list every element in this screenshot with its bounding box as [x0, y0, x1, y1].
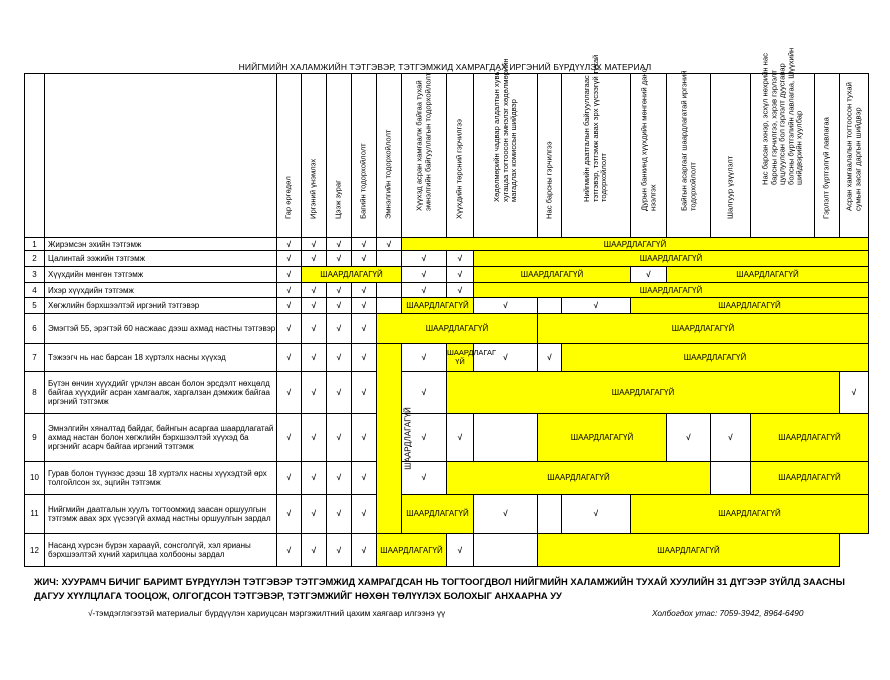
check-mark: √	[302, 494, 327, 533]
check-mark: √	[352, 414, 377, 462]
check-mark: √	[277, 534, 302, 567]
check-mark: √	[447, 414, 474, 462]
check-mark: √	[302, 461, 327, 494]
column-header-label: Нийгмийн даатгалын байгууллагаас тэтгэвэр, тэтгэмж авах эрх үүсээгүй тухай тодорхойлолт	[582, 54, 609, 203]
footer-instruction: √-тэмдэглэгээтэй материалыг бүрдүүлэн хариуцсан мэргэжилтний цахим хаягаар илгээнэ үү	[88, 608, 446, 618]
column-header	[538, 74, 562, 238]
check-mark: √	[277, 494, 302, 533]
table-row	[25, 461, 869, 494]
check-mark: √	[402, 371, 447, 414]
not-required-cell: ШААРДЛАГАГҮЙ	[474, 267, 631, 283]
check-mark: √	[447, 267, 474, 283]
check-mark: √	[277, 314, 302, 344]
check-mark: √	[352, 371, 377, 414]
column-header-label: Гар өргөдөл	[283, 176, 293, 220]
row-benefit-name: Эмнэлгийн хяналтад байдаг, байнгын асаргаа шаардлагатай ахмад настан болон хөгжлийн бэрхшээлтэй хүүхэд ба иргэнийг асарч байгаа иргэний тэтгэмж	[45, 414, 277, 462]
check-mark: √	[402, 283, 447, 298]
row-benefit-name: Хөгжлийн бэрхшээлтэй иргэний тэтгэвэр	[45, 298, 277, 314]
row-number: 6	[25, 314, 45, 344]
not-required-cell: ШААРДЛАГАГҮЙ	[377, 314, 538, 344]
check-mark: √	[402, 414, 447, 462]
row-number: 5	[25, 298, 45, 314]
not-required-cell: ШААРДЛАГАГҮЙ	[377, 534, 447, 567]
row-number: 2	[25, 251, 45, 267]
check-mark: √	[327, 343, 352, 371]
check-mark: √	[302, 534, 327, 567]
check-mark: √	[327, 237, 352, 251]
check-mark: √	[562, 298, 631, 314]
check-mark: √	[352, 461, 377, 494]
empty-cell	[377, 298, 402, 314]
row-number: 11	[25, 494, 45, 533]
check-mark: √	[327, 314, 352, 344]
check-mark: √	[302, 298, 327, 314]
header-name-cell	[45, 74, 277, 238]
column-header-label: Хөдөлмөрийн чадвар алдалтын хувь, хугацаа тогтоосон эмнэлэг хөдөлмөрийн магадлах комиссын шийдвэр	[491, 58, 518, 203]
header-num-cell	[25, 74, 45, 238]
column-header-label: Дурын банкинд хүүхдийн мөнгөний данс нээлгэх	[638, 68, 657, 211]
column-header	[474, 58, 538, 238]
not-required-cell: ШААРДЛАГАГҮЙ	[538, 314, 869, 344]
column-header	[277, 74, 302, 238]
table-row	[25, 267, 869, 283]
check-mark: √	[277, 371, 302, 414]
row-number: 9	[25, 414, 45, 462]
empty-cell	[474, 534, 538, 567]
not-required-cell: ШААРДЛАГАГҮЙ	[447, 371, 840, 414]
row-benefit-name: Бүтэн өнчин хүүхдийг үрчлэн авсан болон эрсдэлт нөхцөлд байгаа хүүхдийг асран хамгаалж, харгалзан дэмжиж байгаа иргэний тэтгэмж	[45, 371, 277, 414]
table-row	[25, 534, 869, 567]
column-header-label: Хүүхдийн төрсний гэрчилгээ	[454, 119, 464, 220]
check-mark: √	[402, 267, 447, 283]
not-required-vertical-cell	[377, 343, 413, 533]
column-header-label: Хүүхэд асран хамгаалж байгаа тухай эмнэлгийн байгууллагын тодорхойлолт	[414, 72, 432, 211]
check-mark: √	[840, 371, 869, 414]
check-mark: √	[327, 494, 352, 533]
table-row	[25, 237, 869, 251]
empty-cell	[538, 494, 562, 533]
check-mark: √	[277, 251, 302, 267]
column-header-label: Асран хамгаалалын тогтоосон тухай сумын засаг даргын шийдвэр	[844, 81, 862, 211]
check-mark: √	[302, 414, 327, 462]
check-mark: √	[327, 283, 352, 298]
column-header	[377, 74, 402, 238]
table-row	[25, 343, 869, 371]
check-mark: √	[352, 343, 377, 371]
check-mark: √	[277, 283, 302, 298]
check-mark: √	[474, 494, 538, 533]
check-mark: √	[667, 414, 711, 462]
column-header	[447, 74, 474, 238]
column-header-label: Нас барсны гэрчилгээ	[544, 141, 554, 220]
check-mark: √	[327, 371, 352, 414]
column-header-label: Иргэний үнэмлэх	[308, 159, 318, 220]
column-header	[302, 74, 327, 238]
column-header-label: Багийн тодорхойлолт	[358, 143, 368, 220]
check-mark: √	[352, 283, 377, 298]
row-benefit-name: Гурав болон түүнээс дээш 18 хүртэлх насны хүүхэдтэй өрх толгойлсон эх, эцгийн тэтгэмж	[45, 461, 277, 494]
empty-cell	[538, 298, 562, 314]
check-mark: √	[327, 461, 352, 494]
not-required-cell: ШААРДЛАГАГҮЙ	[402, 298, 474, 314]
check-mark: √	[277, 461, 302, 494]
not-required-cell: ШААРДЛАГАГҮЙ	[631, 298, 869, 314]
check-mark: √	[474, 343, 538, 371]
check-mark: √	[352, 251, 377, 267]
row-benefit-name: Ихэр хүүхдийн тэтгэмж	[45, 283, 277, 298]
not-required-cell: ШААРДЛАГАГҮЙ	[402, 237, 869, 251]
check-mark: √	[402, 343, 447, 371]
column-header-label: Нас барсан эхнэр, эсхүл нөхрийн нас барсны гэрчилгээ, хэрэв гэрлэлт цуцлуулсан бол гэрлэлт дуусгавар болсны бүртгэлийн лавлагаа, Шүүхийн шийдвэрийн хуулбар	[760, 47, 804, 185]
check-mark: √	[302, 343, 327, 371]
check-mark: √	[302, 371, 327, 414]
row-benefit-name: Цалинтай ээжийн тэтгэмж	[45, 251, 277, 267]
row-benefit-name: Насанд хүрсэн бүрэн харааүй, сонсголгүй, хэл ярианы бэрхшээлтэй хүний харилцаа холбооны зардал	[45, 534, 277, 567]
not-required-cell: ШААРДЛАГАГҮЙ	[402, 494, 474, 533]
check-mark: √	[277, 237, 302, 251]
column-header	[815, 74, 840, 238]
check-mark: √	[277, 298, 302, 314]
column-header	[711, 74, 751, 238]
page-title: НИЙГМИЙН ХАЛАМЖИЙН ТЭТГЭВЭР, ТЭТГЭМЖИД ХАМРАГДАХ ИРГЭНИЙ БҮРДҮҮЛЭХ МАТЕРИАЛ	[238, 62, 652, 72]
column-header	[751, 47, 815, 238]
check-mark: √	[352, 494, 377, 533]
not-required-cell: ШААРДЛАГАГҮЙ	[751, 461, 869, 494]
check-mark: √	[562, 494, 631, 533]
table-row	[25, 371, 869, 414]
not-required-cell: ШААРДЛАГАГҮЙ	[631, 494, 869, 533]
warning-note: ЖИЧ: ХУУРАМЧ БИЧИГ БАРИМТ БҮРДҮҮЛЭН ТЭТГЭВЭР ТЭТГЭМЖИД ХАМРАГДСАН НЬ ТОГТООГДВОЛ НИЙГМИЙН ХАЛАМЖИЙН ТУХАЙ ХУУЛИЙН 31 ДҮГЭЭР ЗҮЙЛД ЗААСНЫ ДАГУУ ХҮҮЛЦЛАГА ТООЦОЖ, ОЛГОГДСОН ТЭТГЭВЭР, ТЭТГЭМЖИЙГ НӨХӨН ТӨЛҮҮЛЭХ БОЛОХЫГ АНХААРНА УУ	[34, 576, 845, 601]
not-required-cell: ШААРДЛАГАГҮЙ	[667, 267, 869, 283]
not-required-cell: ШААРДЛАГАГҮЙ	[538, 414, 667, 462]
check-mark: √	[327, 251, 352, 267]
column-header-label: Шалгуур үзүүлэлт	[725, 156, 735, 220]
table-row	[25, 494, 869, 533]
row-benefit-name: Эмэгтэй 55, эрэгтэй 60 насжаас дээш ахмад настны тэтгэвэр	[45, 314, 277, 344]
column-header	[327, 74, 352, 238]
check-mark: √	[447, 534, 474, 567]
column-header	[840, 74, 869, 238]
row-benefit-name: Нийгмийн даатгалын хуулъ тогтоомжид заасан оршуулгын тэтгэмж авах эрх үүсээгүй ахмад настны оршуулгын зардал	[45, 494, 277, 533]
check-mark: √	[352, 237, 377, 251]
check-mark: √	[377, 237, 402, 251]
row-number: 7	[25, 343, 45, 371]
check-mark: √	[538, 343, 562, 371]
row-number: 4	[25, 283, 45, 298]
check-mark: √	[631, 267, 667, 283]
table-row	[25, 283, 869, 298]
row-number: 10	[25, 461, 45, 494]
empty-cell	[377, 283, 402, 298]
check-mark: √	[327, 298, 352, 314]
check-mark: √	[327, 414, 352, 462]
column-header-label: Эмнэлгийн тодорхойлолт	[383, 129, 393, 220]
not-required-cell: ШААРДЛАГАГҮЙ	[474, 283, 869, 298]
empty-cell	[377, 251, 402, 267]
row-number: 1	[25, 237, 45, 251]
check-mark: √	[302, 251, 327, 267]
not-required-cell: ШААРДЛАГАГҮЙ	[538, 534, 840, 567]
row-number: 12	[25, 534, 45, 567]
check-mark: √	[302, 283, 327, 298]
check-mark: √	[402, 461, 447, 494]
table-row	[25, 251, 869, 267]
not-required-cell: ШААРДЛАГАГҮЙ	[751, 414, 869, 462]
check-mark: √	[352, 534, 377, 567]
not-required-cell: ШААРДЛАГАГ ҮЙ	[447, 343, 474, 371]
column-header-label: Гэрлэлт бүртгэлгүй лавлагаа	[821, 117, 831, 220]
check-mark: √	[302, 314, 327, 344]
row-number: 8	[25, 371, 45, 414]
check-mark: √	[277, 267, 302, 283]
table-row	[25, 314, 869, 344]
table-row	[25, 298, 869, 314]
not-required-cell: ШААРДЛАГАГҮЙ	[474, 251, 869, 267]
row-number: 3	[25, 267, 45, 283]
check-mark: √	[447, 283, 474, 298]
check-mark: √	[447, 251, 474, 267]
not-required-cell: ШААРДЛАГАГҮЙ	[302, 267, 402, 283]
column-header	[352, 74, 377, 238]
not-required-vertical-label: ШААРДЛАГАГҮЙ	[403, 407, 413, 470]
column-header	[631, 68, 667, 238]
row-benefit-name: Тэжээгч нь нас барсан 18 хүртэлх насны хүүхэд	[45, 343, 277, 371]
empty-cell	[474, 414, 538, 462]
row-benefit-name: Жирэмсэн эхийн тэтгэмж	[45, 237, 277, 251]
check-mark: √	[327, 534, 352, 567]
column-header	[402, 74, 447, 238]
check-mark: √	[711, 414, 751, 462]
footer-contact: Холбогдох утас: 7059-3942, 8964-6490	[652, 608, 804, 618]
check-mark: √	[352, 298, 377, 314]
check-mark: √	[402, 251, 447, 267]
column-header-label: Цээж зураг	[333, 180, 343, 220]
check-mark: √	[277, 414, 302, 462]
row-benefit-name: Хүүхдийн мөнгөн тэтгэмж	[45, 267, 277, 283]
check-mark: √	[302, 237, 327, 251]
empty-cell	[711, 461, 751, 494]
header-row	[25, 74, 869, 238]
column-header	[562, 54, 631, 238]
check-mark: √	[474, 298, 538, 314]
check-mark: √	[352, 314, 377, 344]
not-required-cell: ШААРДЛАГАГҮЙ	[447, 461, 711, 494]
check-mark: √	[277, 343, 302, 371]
column-header	[667, 70, 711, 238]
not-required-cell: ШААРДЛАГАГҮЙ	[562, 343, 869, 371]
column-header-label: Байгын асаргааг шаардлагатай иргэний тодорхойлолт	[678, 70, 697, 211]
table-row	[25, 414, 869, 462]
